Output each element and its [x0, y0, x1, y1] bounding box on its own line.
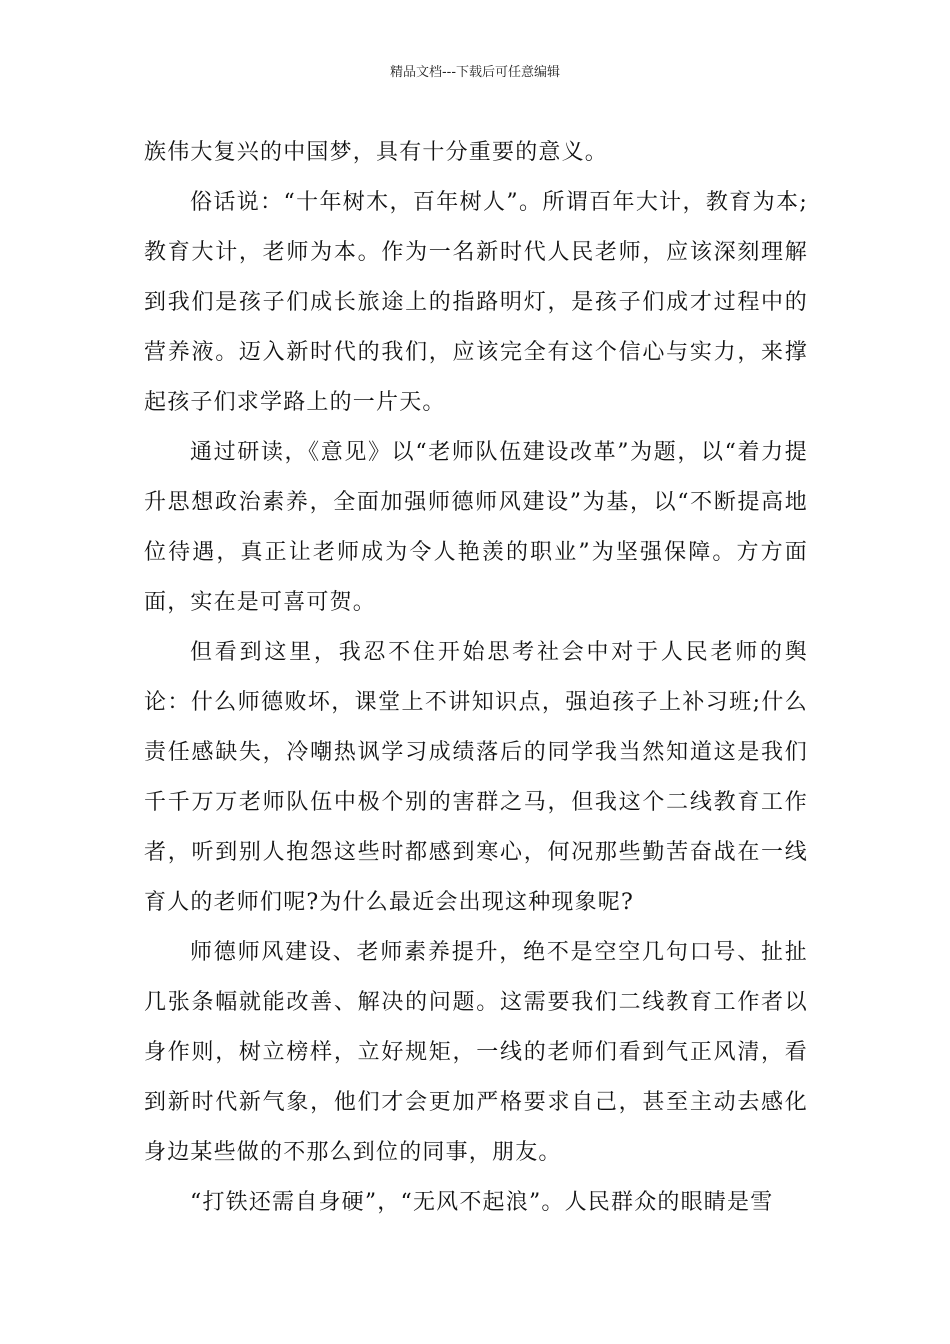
paragraph: 通过研读，《意见》以“老师队伍建设改革”为题，以“着力提升思想政治素养，全面加强师德师风建设”为基，以“不断提高地位待遇，真正让老师成为令人艳羡的职业”为坚强保障。方方面面，实在是可喜可贺。	[144, 440, 808, 615]
paragraph: 但看到这里，我忍不住开始思考社会中对于人民老师的舆论：什么师德败坏，课堂上不讲知识点，强迫孩子上补习班;什么责任感缺失，冷嘲热讽学习成绩落后的同学我当然知道这是我们千千万万老师队伍中极个别的害群之马，但我这个二线教育工作者，听到别人抱怨这些时都感到寒心，何况那些勤苦奋战在一线育人的老师们呢?为什么最近会出现这种现象呢?	[144, 640, 808, 915]
paragraph-continuation: 族伟大复兴的中国梦，具有十分重要的意义。	[144, 140, 609, 165]
document-body	[144, 128, 808, 1228]
paragraph: “打铁还需自身硬”，“无风不起浪”。人民群众的眼睛是雪	[190, 1190, 774, 1215]
paragraph: 俗话说：“十年树木，百年树人”。所谓百年大计，教育为本;教育大计，老师为本。作为一名新时代人民老师，应该深刻理解到我们是孩子们成长旅途上的指路明灯，是孩子们成才过程中的营养液。迈入新时代的我们，应该完全有这个信心与实力，来撑起孩子们求学路上的一片天。	[144, 190, 808, 415]
page-header: 精品文档---下载后可任意编辑	[389, 65, 561, 80]
paragraph: 师德师风建设、老师素养提升，绝不是空空几句口号、扯扯几张条幅就能改善、解决的问题。这需要我们二线教育工作者以身作则，树立榜样，立好规矩，一线的老师们看到气正风清，看到新时代新气象，他们才会更加严格要求自己，甚至主动去感化身边某些做的不那么到位的同事，朋友。	[144, 940, 808, 1165]
